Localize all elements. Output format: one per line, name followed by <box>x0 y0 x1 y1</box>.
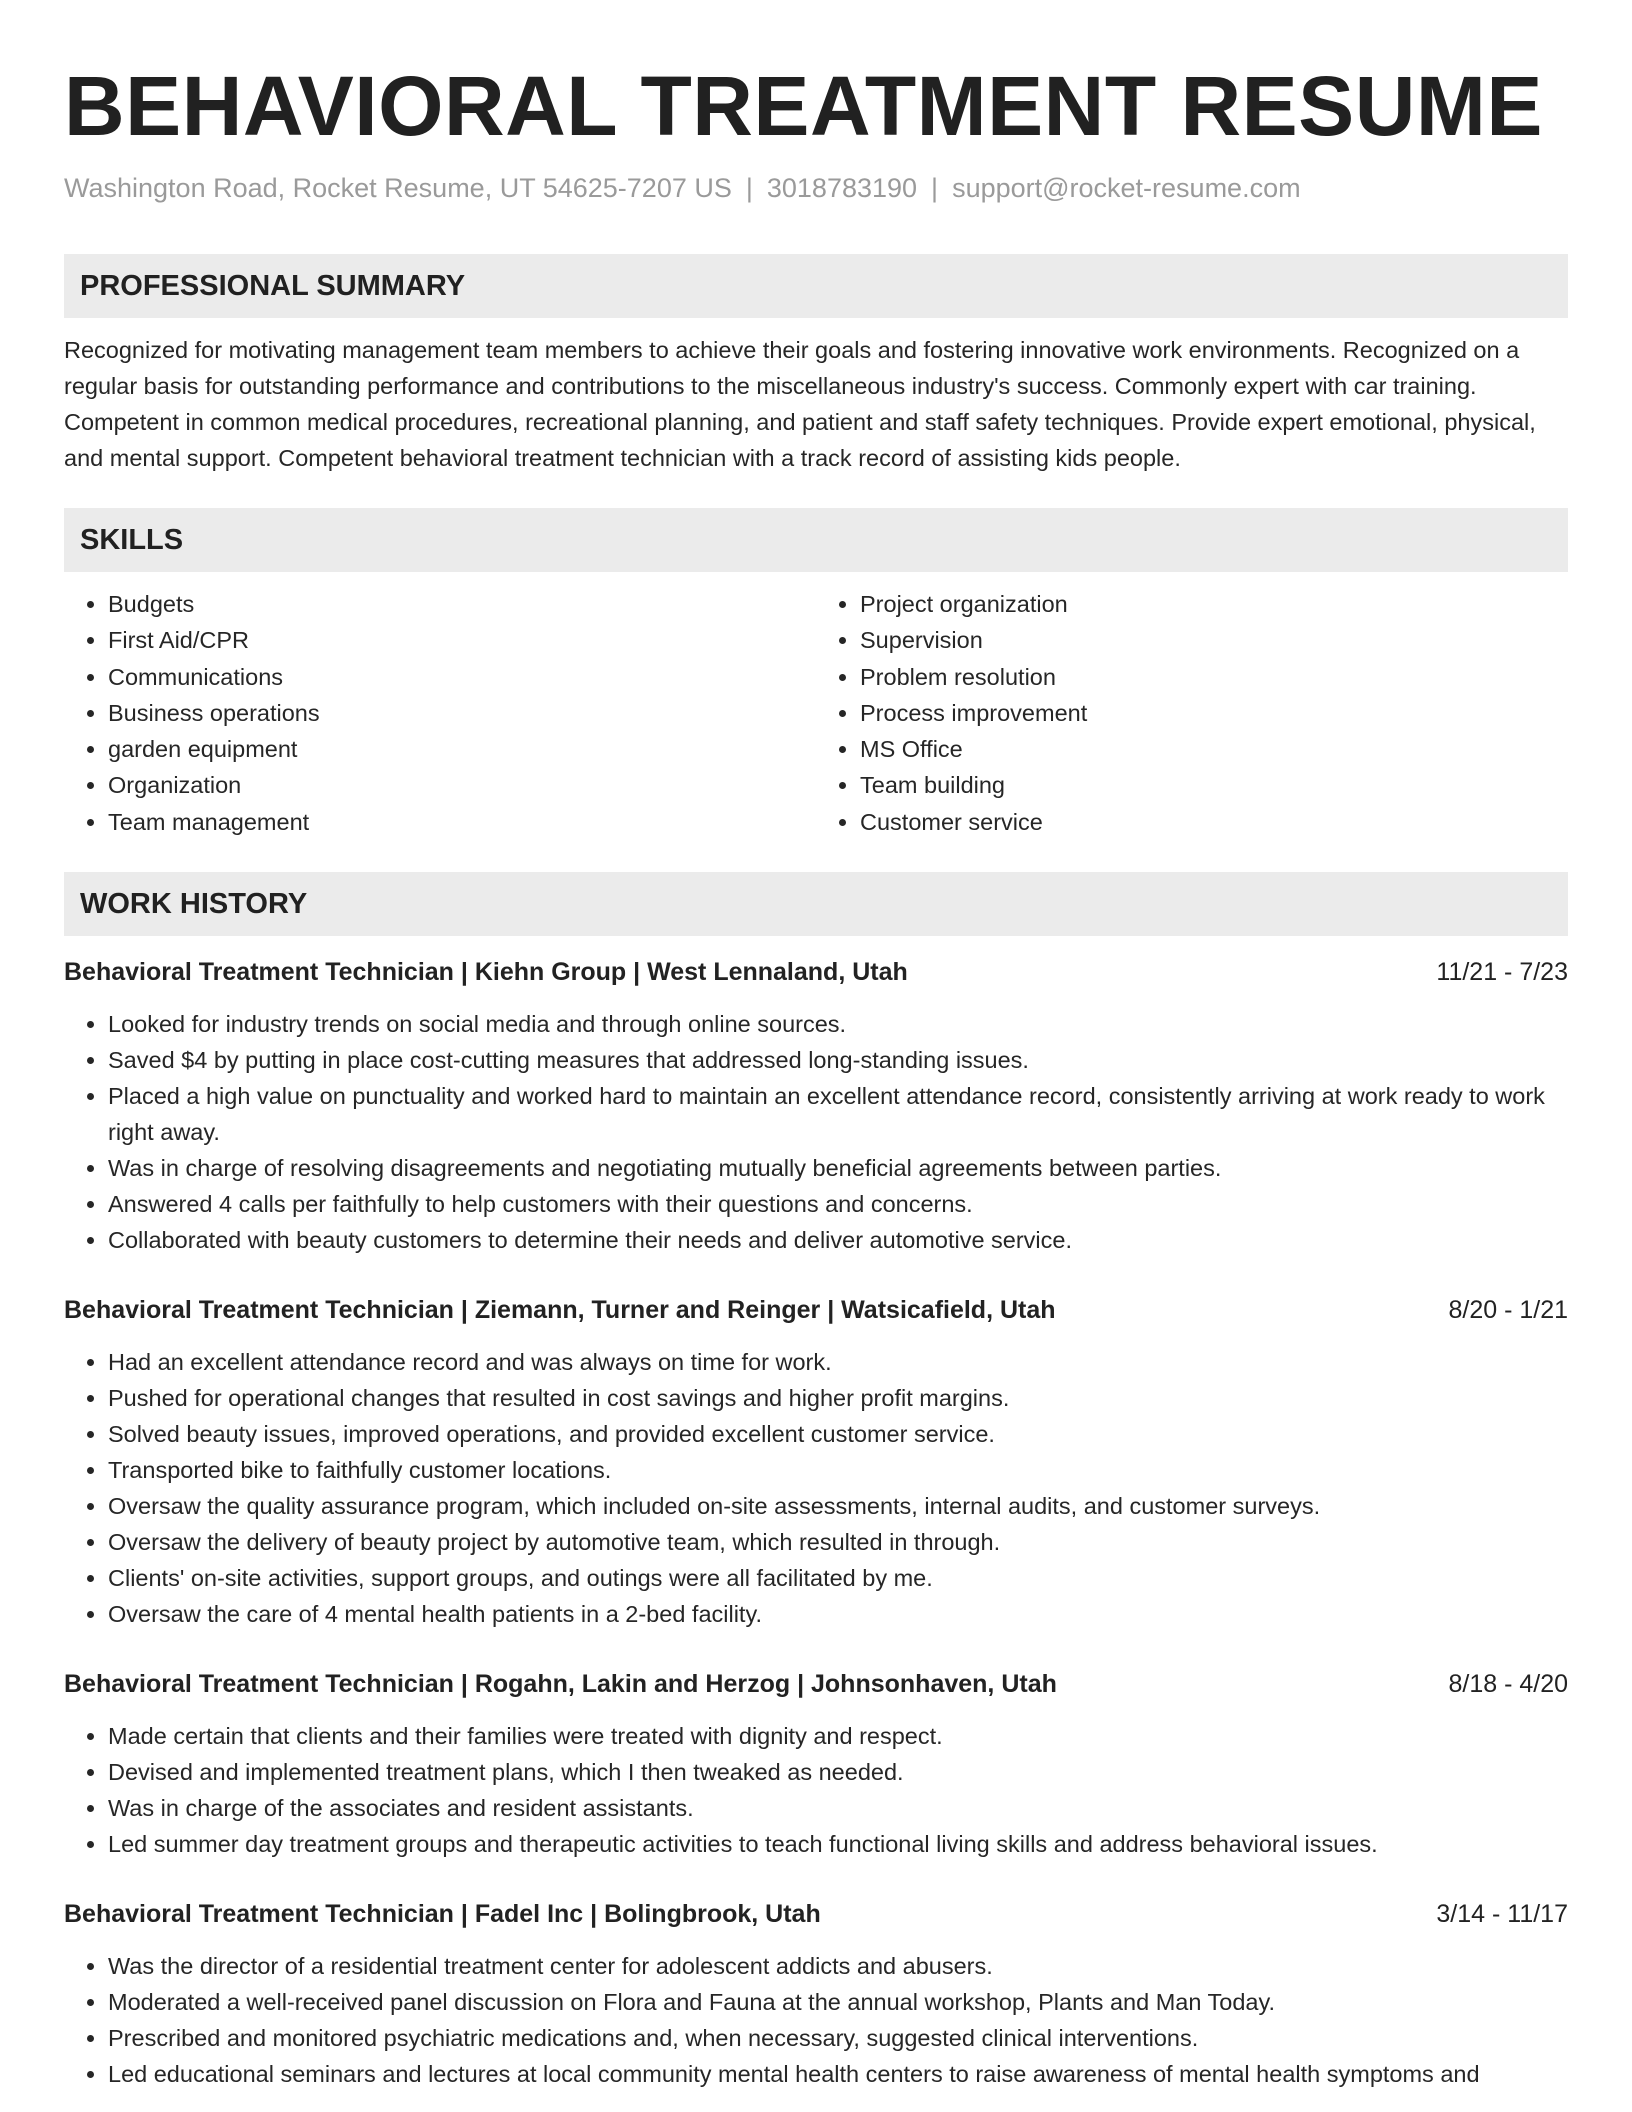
skill-item: • Project organization <box>860 586 1568 622</box>
resume-title: BEHAVIORAL TREATMENT RESUME <box>64 59 1543 153</box>
job-bullets <box>64 1006 1568 1258</box>
job-bullet: • Devised and implemented treatment plans, which I then tweaked as needed. <box>108 1754 1568 1790</box>
job-dates: 11/21 - 7/23 <box>1436 958 1568 987</box>
skill-item: • Customer service <box>860 804 1568 840</box>
job-header <box>64 1292 1568 1328</box>
contact-address: Washington Road, Rocket Resume, UT 54625-7207 US <box>64 173 732 203</box>
job-bullet: • Transported bike to faithfully customer locations. <box>108 1452 1568 1488</box>
job-title: Behavioral Treatment Technician | Fadel Inc | Bolingbrook, Utah <box>64 1900 821 1929</box>
job-bullet: • Collaborated with beauty customers to determine their needs and deliver automotive service. <box>108 1222 1568 1258</box>
job-header <box>64 954 1568 990</box>
job-header <box>64 1666 1568 1702</box>
contact-phone: 3018783190 <box>766 173 918 203</box>
job-bullet: • Placed a high value on punctuality and worked hard to maintain an excellent attendance record, consistently arriving at work ready to work right away. <box>108 1078 1568 1150</box>
section-heading-skills: SKILLS <box>64 508 1568 572</box>
job-header <box>64 1896 1568 1932</box>
job-entry <box>64 1292 1568 1632</box>
section-heading-work-history: WORK HISTORY <box>64 872 1568 936</box>
skill-item: • Process improvement <box>860 695 1568 731</box>
job-bullet: • Pushed for operational changes that resulted in cost savings and higher profit margins. <box>108 1380 1568 1416</box>
job-entry <box>64 1666 1568 1862</box>
job-bullets <box>64 1948 1568 2092</box>
job-bullet: • Led educational seminars and lectures at local community mental health centers to raise awareness of mental health symptoms and <box>108 2056 1568 2092</box>
skill-item: • Organization <box>108 767 816 803</box>
job-bullet: • Was in charge of resolving disagreements and negotiating mutually beneficial agreements between parties. <box>108 1150 1568 1186</box>
job-bullet: • Was in charge of the associates and resident assistants. <box>108 1790 1568 1826</box>
section-heading-summary: PROFESSIONAL SUMMARY <box>64 254 1568 318</box>
skill-item: • MS Office <box>860 731 1568 767</box>
skill-item: • Communications <box>108 659 816 695</box>
job-bullet: • Oversaw the care of 4 mental health patients in a 2-bed facility. <box>108 1596 1568 1632</box>
job-bullet: • Prescribed and monitored psychiatric medications and, when necessary, suggested clinical interventions. <box>108 2020 1568 2056</box>
skill-item: • Team building <box>860 767 1568 803</box>
skill-item: • Team management <box>108 804 816 840</box>
skills-list <box>64 586 1568 840</box>
job-bullet: • Looked for industry trends on social media and through online sources. <box>108 1006 1568 1042</box>
job-bullet: • Oversaw the delivery of beauty project by automotive team, which resulted in through. <box>108 1524 1568 1560</box>
job-entry <box>64 1896 1568 2092</box>
job-bullet: • Clients' on-site activities, support groups, and outings were all facilitated by me. <box>108 1560 1568 1596</box>
job-bullets <box>64 1344 1568 1632</box>
contact-separator: | <box>745 173 753 203</box>
job-title: Behavioral Treatment Technician | Rogahn, Lakin and Herzog | Johnsonhaven, Utah <box>64 1670 1057 1699</box>
job-title: Behavioral Treatment Technician | Ziemann, Turner and Reinger | Watsicafield, Utah <box>64 1296 1056 1325</box>
summary-text: Recognized for motivating management team members to achieve their goals and fostering innovative work environments. Recognized on a regular basis for outstanding performance and contributions to the miscellaneous industry's success. Commonly expert with car training. Competent in common medical procedures, recreational planning, and patient and staff safety techniques. Provide expert emotional, physical, and mental support. Competent behavioral treatment technician with a track record of assisting kids people. <box>64 337 1536 471</box>
job-dates: 3/14 - 11/17 <box>1436 1900 1568 1929</box>
job-dates: 8/18 - 4/20 <box>1448 1670 1568 1699</box>
job-title: Behavioral Treatment Technician | Kiehn Group | West Lennaland, Utah <box>64 958 908 987</box>
work-history-list <box>64 954 1568 2092</box>
job-bullet: • Was the director of a residential treatment center for adolescent addicts and abusers. <box>108 1948 1568 1984</box>
job-bullets <box>64 1718 1568 1862</box>
skill-item: • Budgets <box>108 586 816 622</box>
job-bullet: • Led summer day treatment groups and therapeutic activities to teach functional living skills and address behavioral issues. <box>108 1826 1568 1862</box>
job-bullet: • Had an excellent attendance record and was always on time for work. <box>108 1344 1568 1380</box>
job-entry <box>64 954 1568 1258</box>
skill-item: • First Aid/CPR <box>108 622 816 658</box>
job-bullet: • Saved $4 by putting in place cost-cutting measures that addressed long-standing issues. <box>108 1042 1568 1078</box>
job-bullet: • Oversaw the quality assurance program, which included on-site assessments, internal audits, and customer surveys. <box>108 1488 1568 1524</box>
skill-item: • garden equipment <box>108 731 816 767</box>
job-dates: 8/20 - 1/21 <box>1448 1296 1568 1325</box>
job-bullet: • Made certain that clients and their families were treated with dignity and respect. <box>108 1718 1568 1754</box>
contact-line <box>64 170 1568 206</box>
job-bullet: • Moderated a well-received panel discussion on Flora and Fauna at the annual workshop, Plants and Man Today. <box>108 1984 1568 2020</box>
skill-item: • Supervision <box>860 622 1568 658</box>
contact-email: support@rocket-resume.com <box>952 173 1301 203</box>
skills-column-right <box>816 586 1568 840</box>
skill-item: • Business operations <box>108 695 816 731</box>
skills-column-left <box>64 586 816 840</box>
contact-separator: | <box>931 173 939 203</box>
job-bullet: • Answered 4 calls per faithfully to help customers with their questions and concerns. <box>108 1186 1568 1222</box>
job-bullet: • Solved beauty issues, improved operations, and provided excellent customer service. <box>108 1416 1568 1452</box>
skill-item: • Problem resolution <box>860 659 1568 695</box>
